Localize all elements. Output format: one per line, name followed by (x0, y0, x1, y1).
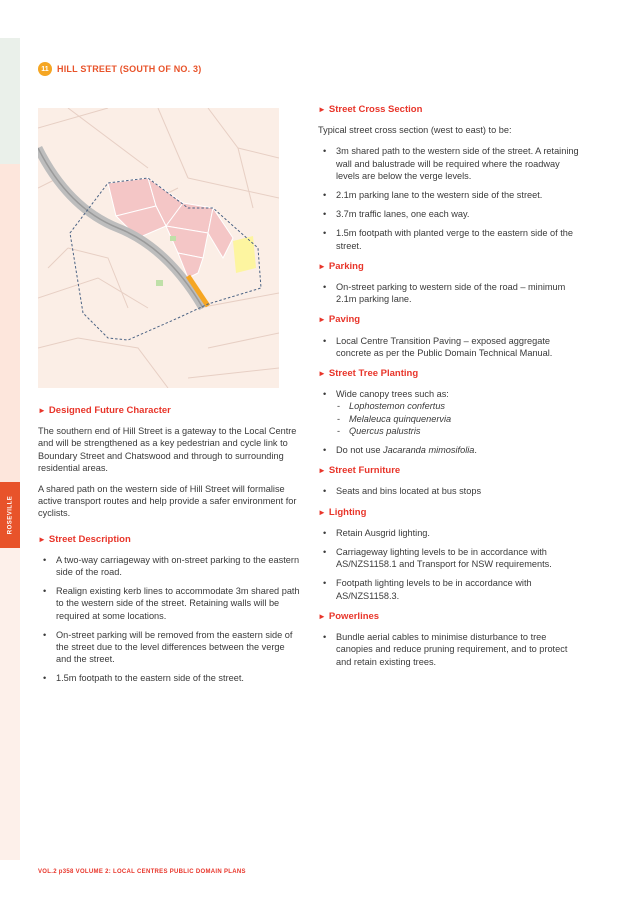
tree-species-list (336, 400, 580, 437)
side-band-bottom (0, 548, 20, 860)
section-title: HILL STREET (SOUTH OF NO. 3) (57, 64, 202, 74)
heading-future-character: ► Designed Future Character (38, 405, 171, 416)
heading-parking: ► Parking (318, 260, 364, 272)
species-item: - Lophostemon confertus (336, 400, 580, 412)
list-item: • Local Centre Transition Paving – exposed aggregate concrete as per the Public Domain Technical Manual. (318, 335, 580, 359)
excluded-species: Jacaranda mimosifolia (383, 445, 475, 456)
future-character-para-1: The southern end of Hill Street is a gateway to the Local Centre and will be strengthened as a key pedestrian and cycle link to Boundary Street and Chatswood and through to surrounding residential areas. (38, 426, 297, 473)
powerlines-list (318, 631, 580, 668)
list-item: • Do not use Jacaranda mimosifolia. (318, 444, 580, 456)
list-item: • Bundle aerial cables to minimise disturbance to tree canopies and reduce pruning requirement, and to protect and retain existing trees. (318, 631, 580, 668)
site-map-svg (38, 108, 279, 388)
heading-street-cross-section: ► Street Cross Section (318, 104, 423, 115)
tree-item-text: Wide canopy trees such as: (336, 389, 449, 400)
heading-paving: ► Paving (318, 314, 361, 326)
cross-section-list (318, 145, 580, 251)
cross-section-intro: Typical street cross section (west to east) to be: (318, 125, 512, 136)
section-number-badge: 11 (38, 62, 52, 76)
yellow-lot (233, 236, 256, 273)
tree-planting-list (318, 388, 580, 456)
list-item: • Carriageway lighting levels to be in accordance with AS/NZS1158.1 and Transport for NSW requirements. (318, 546, 580, 570)
furniture-list (318, 485, 580, 497)
list-item: • 1.5m footpath with planted verge to the eastern side of the street. (318, 227, 580, 251)
list-item: • On-street parking to western side of the road – minimum 2.1m parking lane. (318, 281, 580, 305)
heading-street-tree-planting: ► Street Tree Planting (318, 368, 419, 380)
left-column (38, 405, 300, 694)
list-item: • 2.1m parking lane to the western side of the street. (318, 189, 580, 201)
heading-powerlines: ► Powerlines (318, 610, 380, 622)
side-tab-label-wrap (0, 482, 20, 548)
side-band-middle (0, 164, 20, 482)
parking-list (318, 281, 580, 305)
heading-lighting: ► Lighting (318, 506, 367, 518)
future-character-para-2: A shared path on the western side of Hill Street will formalise active transport routes and help provide a safer environment for cyclists. (38, 484, 297, 519)
list-item (318, 388, 580, 437)
list-item: • A two-way carriageway with on-street parking to the eastern side of the road. (38, 554, 300, 578)
list-item: • On-street parking will be removed from the eastern side of the street due to the level differences between the verge and the street. (38, 629, 300, 666)
paving-list (318, 335, 580, 359)
site-map (38, 108, 279, 388)
list-item: • 3.7m traffic lanes, one each way. (318, 208, 580, 220)
list-item: • Seats and bins located at bus stops (318, 485, 580, 497)
list-item: • Retain Ausgrid lighting. (318, 527, 580, 539)
list-item: • 1.5m footpath to the eastern side of the street. (38, 672, 300, 684)
section-header (38, 62, 201, 76)
street-description-list (38, 554, 300, 685)
green-patch-1 (170, 236, 176, 241)
list-item: • Realign existing kerb lines to accommodate 3m shared path to the western side of the street. Retaining walls will be required at some locations. (38, 585, 300, 622)
species-item: - Quercus palustris (336, 425, 580, 437)
lighting-list (318, 527, 580, 602)
page-footer: VOL.2 p358 VOLUME 2: LOCAL CENTRES PUBLIC DOMAIN PLANS (38, 869, 246, 875)
right-column (318, 104, 580, 677)
list-item: • Footpath lighting levels to be in accordance with AS/NZS1158.3. (318, 577, 580, 601)
species-item: - Melaleuca quinquenervia (336, 413, 580, 425)
heading-street-furniture: ► Street Furniture (318, 465, 401, 477)
side-band-top (0, 38, 20, 164)
green-patch-2 (156, 280, 163, 286)
list-item: • 3m shared path to the western side of the street. A retaining wall and balustrade will be required where the roadway levels are below the verge levels. (318, 145, 580, 182)
heading-street-description: ► Street Description (38, 533, 131, 545)
side-tab-label: ROSEVILLE (7, 495, 14, 535)
